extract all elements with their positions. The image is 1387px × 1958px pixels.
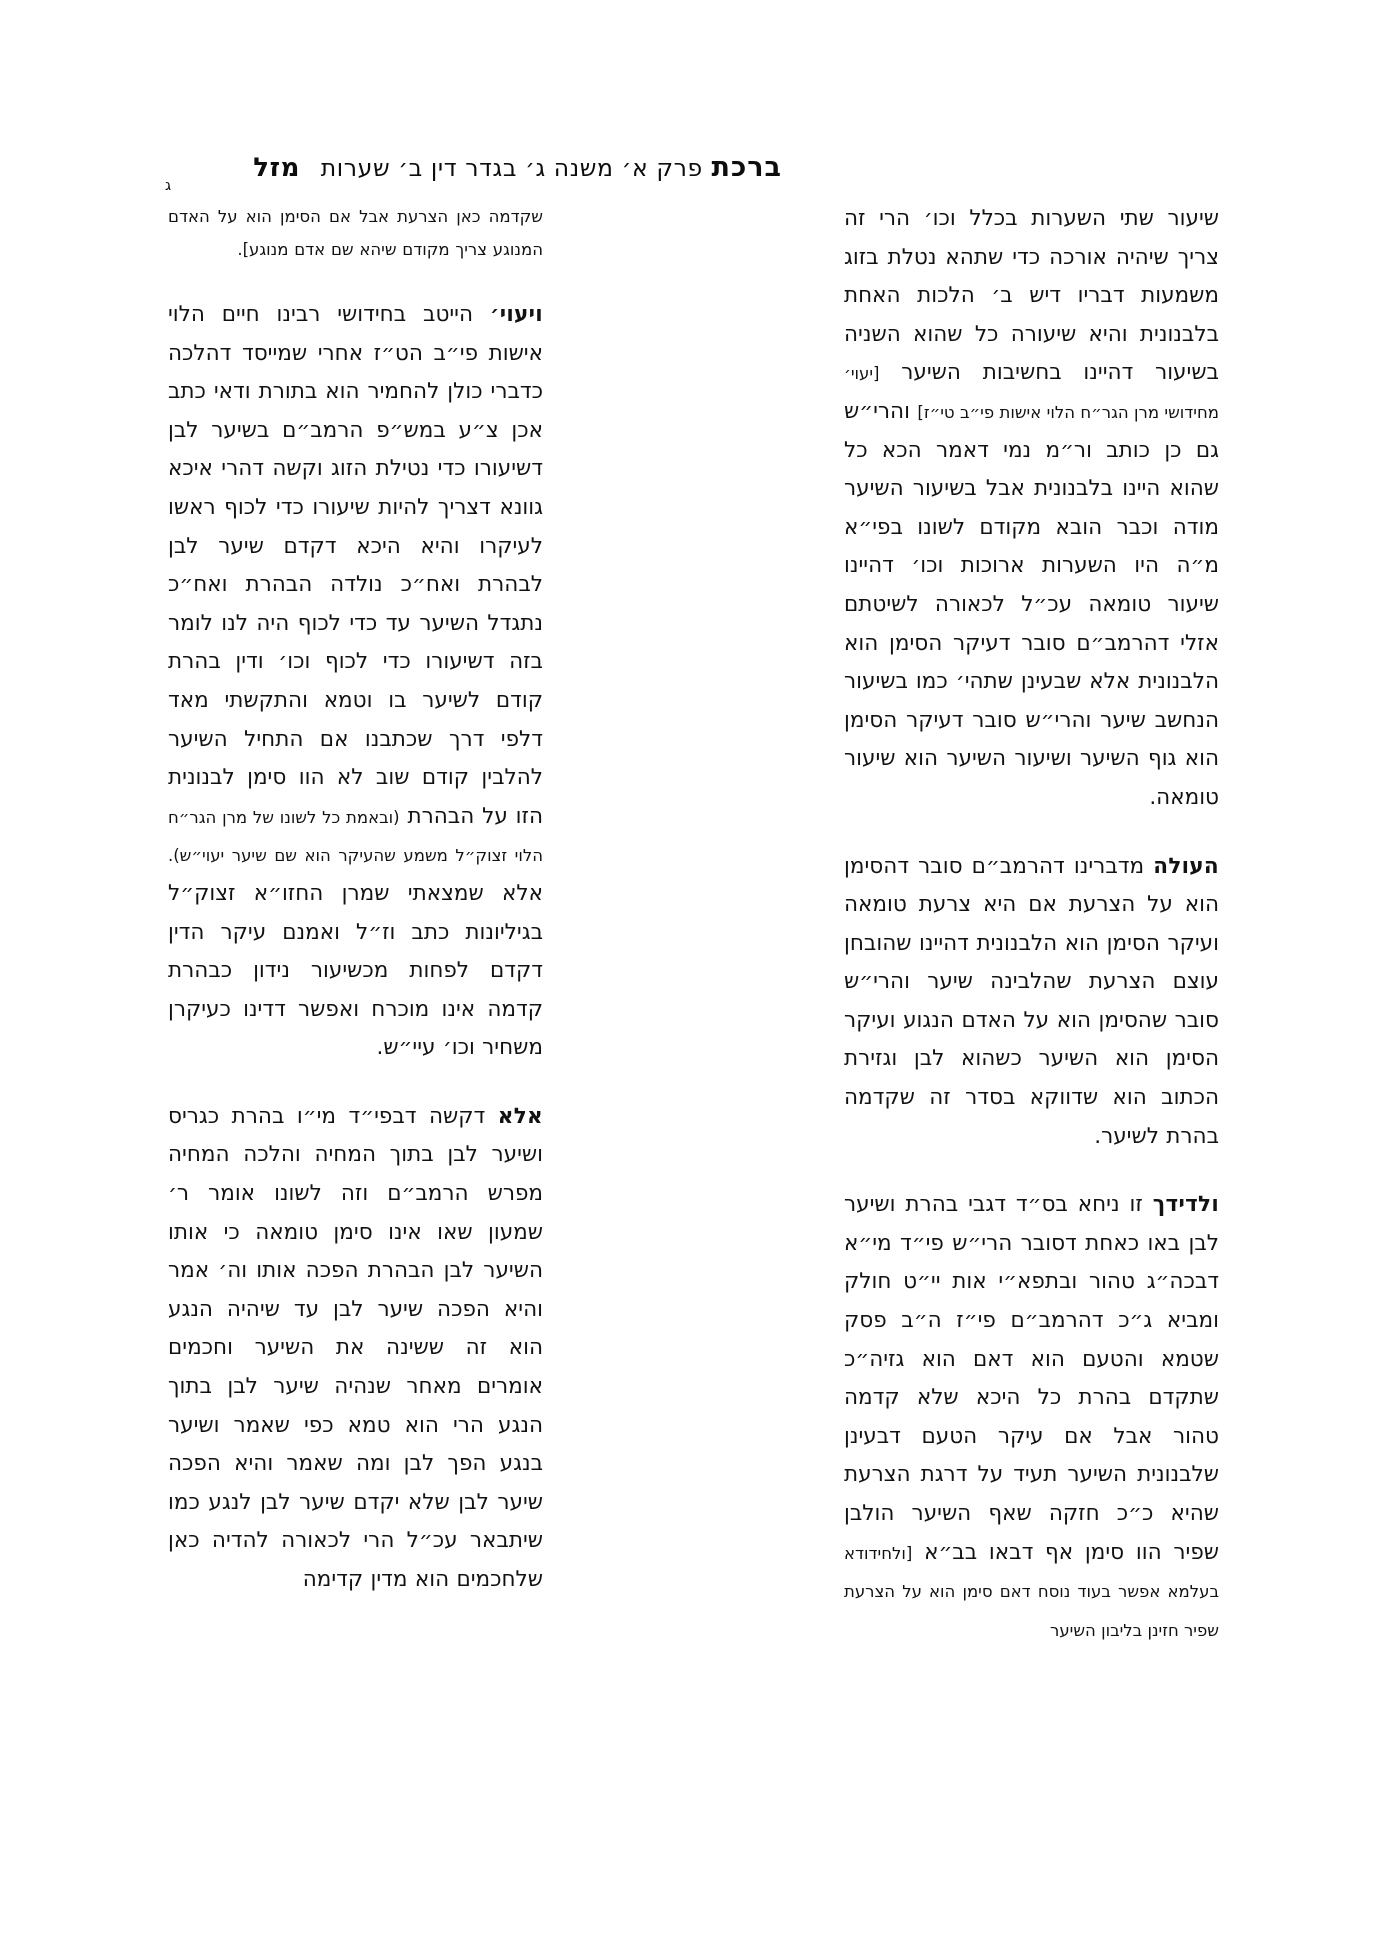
- header-reference: פרק א׳ משנה ג׳ בגדר דין ב׳ שערות: [320, 154, 703, 182]
- paragraph-body: דקשה דבפי״ד מי״ו בהרת כגריס ושיער לבן בתוך המחיה והלכה המחיה מפרש הרמב״ם וזה לשונו אומר ר׳ שמעון שאו אינו סימן טומאה כי אותו השיער לבן הבהרת הפכה אותו וה׳ אמר והיא הפכה שיער לבן עד שיהיה הנגע הוא זה ששינה את השיער וחכמים אומרים מאחר שנהיה שיער לבן בתוך הנגע הרי הוא טמא כפי שאמר ושיער בנגע הפך לבן ומה שאמר והיא הפכה שיער לבן שלא יקדם שיער לבן לנגע כמו שיתבאר עכ״ל הרי לכאורה להדיה כאן שלחכמים הוא מדין קדימה: [168, 1103, 543, 1592]
- body-columns: [168, 200, 1219, 1808]
- paragraph-body-continued: אלא שמצאתי שמרן החזו״א זצוק״ל בגיליונות כתב וז״ל ואמנם עיקר הדין דקדם לפחות מכשיעור נידון כבהרת קדמה אינו מוכרח ואפשר דדינו כעיקרן משחיר וכו׳ עיי״ש.: [168, 880, 543, 1061]
- paragraph-lead-word: אלא: [497, 1103, 543, 1129]
- paragraph-lead-word: ולדידך: [1152, 1192, 1219, 1218]
- paragraph-lead-word: העולה: [1153, 853, 1219, 879]
- paragraph-lc-p1: [168, 296, 543, 1068]
- running-header: [165, 152, 1222, 196]
- left-column: [168, 200, 543, 1808]
- header-title-line: [253, 152, 782, 183]
- right-column: [844, 200, 1219, 1808]
- paragraph-body: הייטב בחידושי רבינו חיים הלוי אישות פי״ב הט״ז אחרי שמייסד דהלכה כדברי כולן להחמיר הוא בתורת ודאי כתב אכן צ״ע במש״פ הרמב״ם בשיער לבן דשיעורו כדי נטילת הזוג וקשה דהרי איכא גוונא דצריך להיות שיעורו כדי לכוף ראשו לעיקרו והיא היכא דקדם שיער לבן לבהרת ואח״כ נולדה הבהרת ואח״כ נתגדל השיער עד כדי לכוף היה לנו לומר בזה דשיעורו כדי לכוף וכו׳ ודין בהרת קודם לשיער בו וטמא והתקשתי מאד דלפי דרך שכתבנו אם התחיל השיער להלבין קודם שוב לא הוו סימן לבנונית הזו על הבהרת: [168, 302, 544, 829]
- paragraph-rc-p3: [844, 1186, 1219, 1649]
- paragraph-body: שקדמה כאן הצרעת אבל אם הסימן הוא על האדם המנוגע צריך מקודם שיהא שם אדם מנוגע].: [168, 207, 543, 259]
- paragraph-lc-p2: [168, 1098, 543, 1600]
- paragraph-body: זו ניחא בס״ד דגבי בהרת ושיער לבן באו כאחת דסובר הרי״ש פי״ד מי״א דבכה״ג טהור ובתפא״י אות יי״ט חולק ומביא ג״כ דהרמב״ם פי״ז ה״ב פסק שטמא והטעם הוא דאם הוא גזיה״כ שתקדם בהרת כל היכא שלא קדמה טהור אבל אם עיקר הטעם דבעינן שלבנונית השיער תעיד על דרגת הצרעת שהיא כ״כ חזקה שאף השיער הולבן שפיר הוו סימן אף דבאו בב״א: [844, 1192, 1219, 1565]
- paragraph-lc-p0: [168, 200, 543, 266]
- paragraph-lead-word: ויעוי׳: [489, 302, 543, 327]
- folio-mark: ג: [165, 176, 172, 194]
- inline-gloss: [יעוי׳ מחידושי מרן הגר״ח הלוי אישות פי״ב טי״ז]: [844, 364, 1219, 422]
- paragraph-body: מדברינו דהרמב״ם סובר דהסימן הוא על הצרעת אם היא צרעת טומאה ועיקר הסימן הוא הלבנונית דהיינו שהובחן עוצם הצרעת שהלבינה שיער והרי״ש סובר שהסימן הוא על האדם הנגוע ועיקר הסימן הוא השיער כשהוא לבן וגזירת הכתוב הוא שדווקא בסדר זה שקדמה בהרת לשיער.: [844, 853, 1219, 1149]
- inline-gloss: (ובאמת כל לשונו של מרן הגר״ח הלוי זצוק״ל משמע שהעיקר הוא שם שיער יעוי״ש).: [168, 807, 543, 866]
- header-book-title: ברכת: [711, 152, 782, 183]
- paragraph-rc-p1: [844, 200, 1219, 818]
- header-topic: מזל: [253, 153, 301, 183]
- paragraph-body-continued: והרי״ש גם כן כותב ור״מ נמי דאמר הכא כל שהוא היינו בלבנונית אבל בשיעור השיער מודה וכבר הובא מקודם לשונו בפי״א מ״ה היו השערות ארוכות וכו׳ דהיינו שיעור טומאה עכ״ל לכאורה לשיטתם אזלי דהרמב״ם סובר דעיקר הסימן הוא הלבנונית אלא שבעינן שתהי׳ כמו בשיעור הנחשב שיער והרי״ש סובר דעיקר הסימן הוא גוף השיער ושיעור השיער הוא שיעור טומאה.: [844, 398, 1219, 810]
- inline-gloss: [ולחידודא בעלמא אפשר בעוד נוסח דאם סימן הוא על הצרעת שפיר חזינן בליבון השיער: [844, 1543, 1219, 1640]
- paragraph-body: שיעור שתי השערות בכלל וכו׳ הרי זה צריך שיהיה אורכה כדי שתהא נטלת בזוג משמעות דבריו דיש ב׳ הלכות האחת בלבנונית והיא שיעורה כל שהוא השניה בשיעור דהיינו בחשיבות השיער: [844, 206, 1219, 386]
- paragraph-rc-p2: [844, 848, 1219, 1157]
